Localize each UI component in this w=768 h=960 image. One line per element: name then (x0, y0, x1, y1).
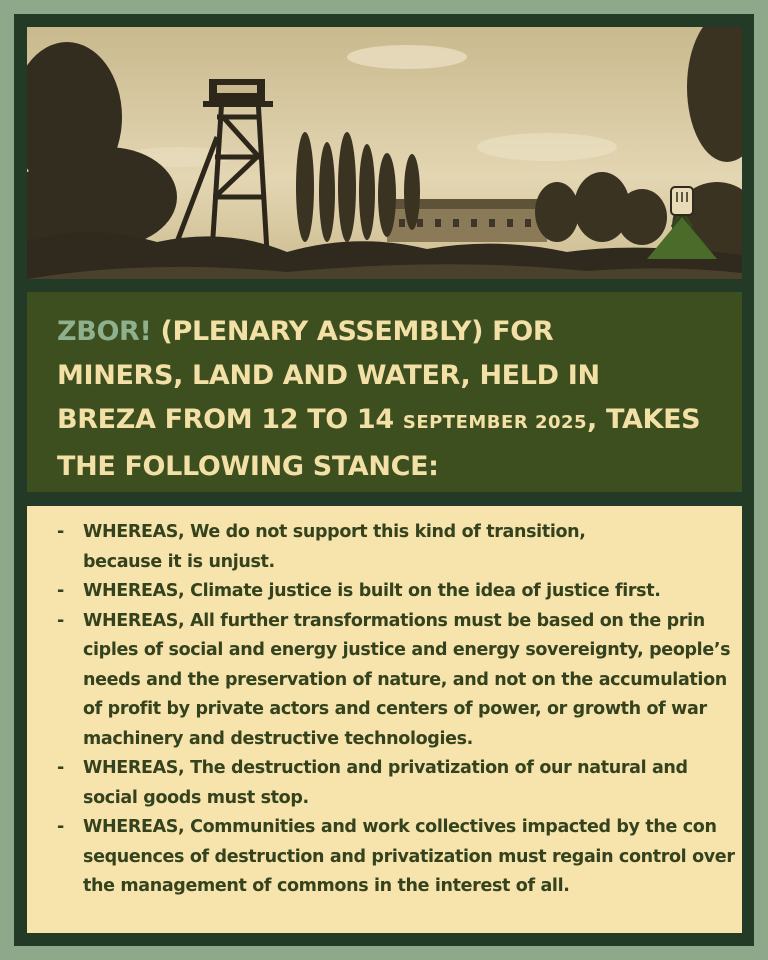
clause-line: social goods must stop. (83, 787, 309, 808)
list-dash: - (57, 817, 65, 837)
clause-line: needs and the preservation of nature, and not on the accumulation (83, 669, 727, 690)
list-dash: - (57, 758, 65, 778)
whereas-list (27, 518, 742, 902)
clause-line: WHEREAS, We do not support this kind of transition, (83, 522, 586, 542)
title-line-3-b: , TAKES (587, 404, 701, 435)
clause-line: machinery and destructive technologies. (83, 728, 473, 749)
list-dash: - (57, 581, 65, 601)
clause-line: because it is unjust. (83, 551, 275, 572)
clause-line: WHEREAS, All further transformations must be based on the prin (83, 610, 705, 631)
title-line-4: THE FOLLOWING STANCE: (57, 451, 439, 482)
clause-line: sequences of destruction and privatization must regain control over (83, 846, 735, 867)
mine-landscape-photo (27, 27, 742, 279)
title-panel (27, 292, 742, 492)
title-line-3-a: BREZA FROM 12 TO 14 (57, 404, 403, 435)
whereas-clause (27, 577, 742, 607)
whereas-clause (27, 813, 742, 902)
title-line-1-rest: (PLENARY ASSEMBLY) FOR (151, 316, 554, 347)
page-title (57, 310, 722, 489)
clause-line: ciples of social and energy justice and energy sovereignty, people’s (83, 640, 731, 660)
list-dash: - (57, 610, 65, 631)
title-line-3 (57, 398, 722, 445)
clause-line: WHEREAS, The destruction and privatization of our natural and (83, 758, 688, 778)
clause-line: the management of commons in the interest of all. (83, 876, 570, 896)
list-dash: - (57, 522, 65, 542)
whereas-clause (27, 754, 742, 813)
title-line-1 (57, 310, 722, 354)
clause-line: of profit by private actors and centers of power, or growth of war (83, 699, 707, 719)
title-zbor: ZBOR! (57, 316, 152, 347)
clause-line: WHEREAS, Climate justice is built on the idea of justice first. (83, 581, 661, 601)
title-date: SEPTEMBER 2025 (402, 412, 588, 433)
clause-line: WHEREAS, Communities and work collectives impacted by the con (83, 817, 717, 837)
whereas-clause (27, 518, 742, 577)
whereas-clause (27, 607, 742, 755)
title-line-2: MINERS, LAND AND WATER, HELD IN (57, 360, 600, 391)
stance-panel (27, 506, 742, 933)
